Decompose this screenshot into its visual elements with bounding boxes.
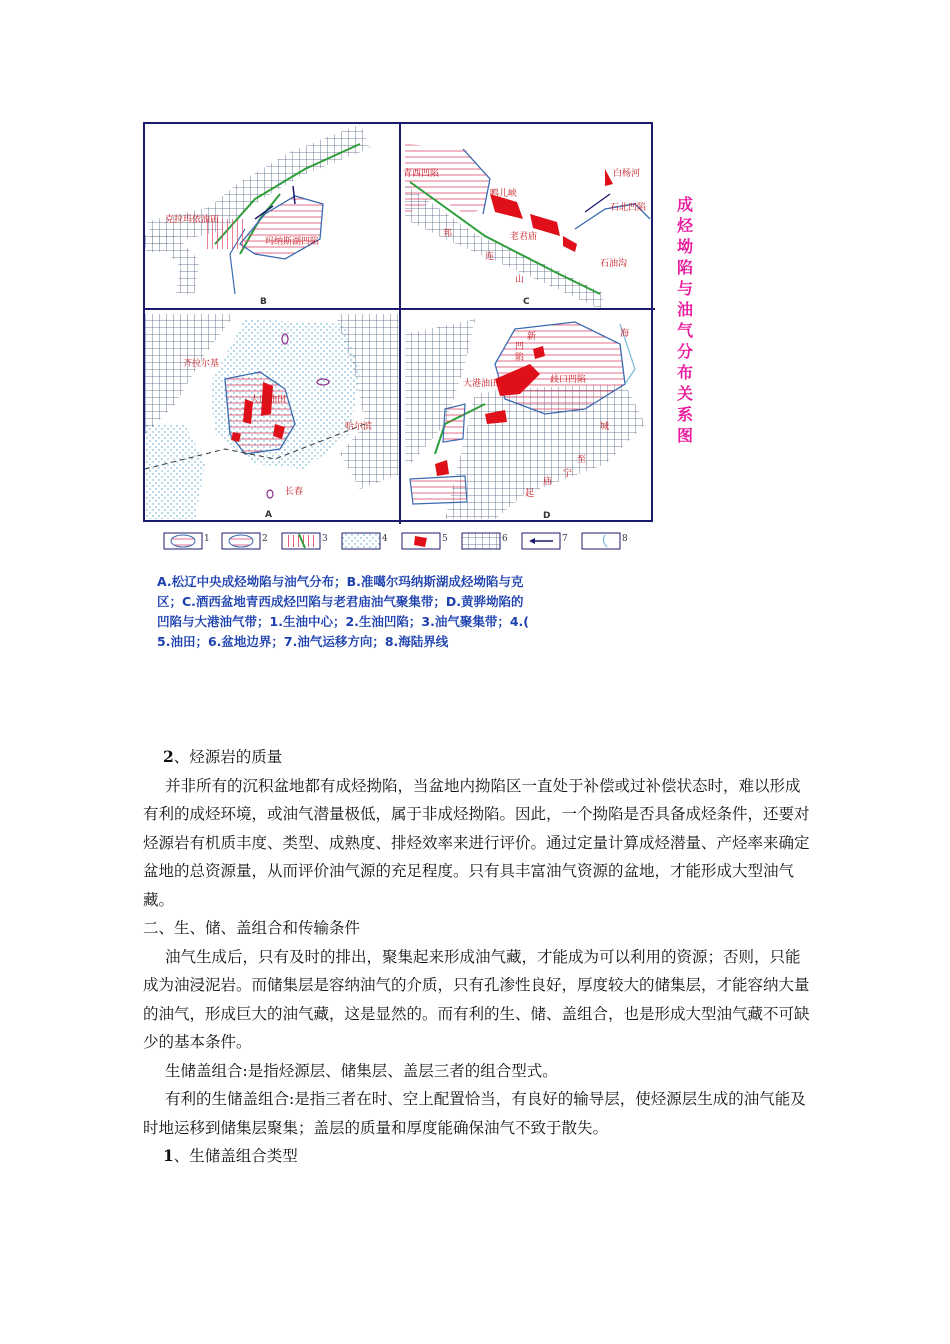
- label-changchun: 长春: [285, 487, 304, 497]
- panel-letter-d: D: [543, 511, 551, 521]
- panel-d-map: [405, 319, 645, 521]
- label-shan: 山: [515, 275, 525, 285]
- figure-caption: [157, 572, 677, 652]
- map-drawing: [145, 124, 655, 524]
- panel-letter-c: C: [523, 297, 530, 307]
- label-baiyanghe: 白杨河: [613, 169, 641, 179]
- label-qikou: 歧口凹陷: [550, 375, 587, 385]
- caption-line: A.松辽中央成烃坳陷与油气分布；B.准噶尔玛纳斯湖成烃坳陷与克: [157, 574, 524, 589]
- panel-letter-a: A: [265, 510, 272, 520]
- legend-swatch-dotted: [341, 530, 381, 552]
- oil-distribution-figure: [143, 122, 693, 652]
- legend-swatch-basin-boundary: [461, 530, 501, 552]
- panel-b-map: [145, 124, 375, 307]
- label-daqing: 大庆油田: [250, 395, 287, 405]
- caption-line: 5.油田；6.盆地边界；7.油气运移方向；8.海陆界线: [157, 634, 449, 649]
- heading-combination: 二、生、储、盖组合和传输条件: [143, 919, 361, 937]
- label-shibei: 石北凹陷: [610, 203, 647, 213]
- label-bang: 邦: [443, 229, 453, 239]
- legend-swatch-source-depression: [221, 530, 261, 552]
- paragraph-migration: 油气生成后，只有及时的排出，聚集起来形成油气藏，才能成为可以利用的资源；否则，只能成为油浸泥岩。而储集层是容纳油气的介质，只有孔渗性良好，厚度较大的储集层，才能容纳大量的油气，形成巨大的油气藏，这是显然的。而有利的生、储、盖组合，也是形成大型油气藏不可缺少的基本条件。: [143, 947, 810, 1051]
- map-legend: 1 2 3 4 5 6 7 8: [163, 530, 633, 552]
- body-text: [143, 743, 811, 1171]
- label-qilaerji: 齐拉尔基: [183, 359, 220, 369]
- label-yaerxia: 鸭儿峡: [490, 189, 518, 199]
- label-kelamayi: 克拉玛依油田: [165, 215, 220, 225]
- label-ning: 宁: [563, 469, 573, 479]
- panel-a-map: [145, 314, 400, 520]
- label-xin: 新: [527, 332, 537, 342]
- label-miao: 庙: [543, 477, 553, 487]
- legend-swatch-coastline: [581, 530, 621, 552]
- label-xian: 陷: [515, 353, 525, 363]
- legend-swatch-migration-arrow: [521, 530, 561, 552]
- panel-c-map: [403, 144, 650, 309]
- label-dagang: 大港油田: [463, 379, 500, 389]
- label-haerbin: 哈尔滨: [345, 422, 373, 432]
- label-qi: 起: [525, 489, 535, 499]
- label-shiyougou: 石油沟: [600, 259, 628, 269]
- heading-source-rock-quality: 2、烃源岩的质量: [163, 747, 283, 766]
- label-cheng: 城: [600, 422, 610, 432]
- label-ao: 凹: [515, 342, 525, 352]
- heading-combination-types: 1、生储盖组合类型: [163, 1146, 298, 1165]
- paragraph-favorable: 有利的生储盖组合:是指三者在时、空上配置恰当，有良好的输导层，使烃源层生成的油气能及时地运移到储集层聚集；盖层的质量和厚度能确保油气不致于散失。: [143, 1090, 806, 1137]
- label-manasi: 玛纳斯湖凹陷: [265, 237, 320, 247]
- paragraph-source-rock: 并非所有的沉积盆地都有成烃拗陷，当盆地内拗陷区一直处于补偿或过补偿状态时，难以形成有利的成烃环境，或油气潜量极低，属于非成烃拗陷。因此，一个拗陷是否具备成烃条件，还要对烃源岩有机质丰度、类型、成熟度、排烃效率来进行评价。通过定量计算成烃潜量、产烃率来确定盆地的总资源量，从而评价油气源的充足程度。只有具丰富油气资源的盆地，才能形成大型油气藏。: [143, 776, 810, 909]
- legend-swatch-accumulation-belt: [281, 530, 321, 552]
- caption-line: 区；C.酒西盆地青西成烃凹陷与老君庙油气聚集带；D.黄骅坳陷的: [157, 594, 524, 609]
- map-panels: [143, 122, 653, 522]
- legend-swatch-source-center: [163, 530, 203, 552]
- label-lian: 连: [485, 252, 495, 262]
- label-zhi: 至: [577, 455, 587, 465]
- label-qingxi: 青西凹陷: [403, 169, 440, 179]
- label-laojunmiao: 老君庙: [510, 232, 538, 242]
- legend-swatch-oilfield: [401, 530, 441, 552]
- panel-letter-b: B: [260, 297, 267, 307]
- figure-side-title: 成烃坳陷与油气分布关系图: [676, 195, 693, 445]
- caption-line: 凹陷与大港油气带；1.生油中心；2.生油凹陷；3.油气聚集带；4.(: [157, 614, 529, 629]
- label-hai: 海: [620, 329, 630, 339]
- paragraph-definition: 生储盖组合:是指烃源层、储集层、盖层三者的组合型式。: [165, 1061, 558, 1080]
